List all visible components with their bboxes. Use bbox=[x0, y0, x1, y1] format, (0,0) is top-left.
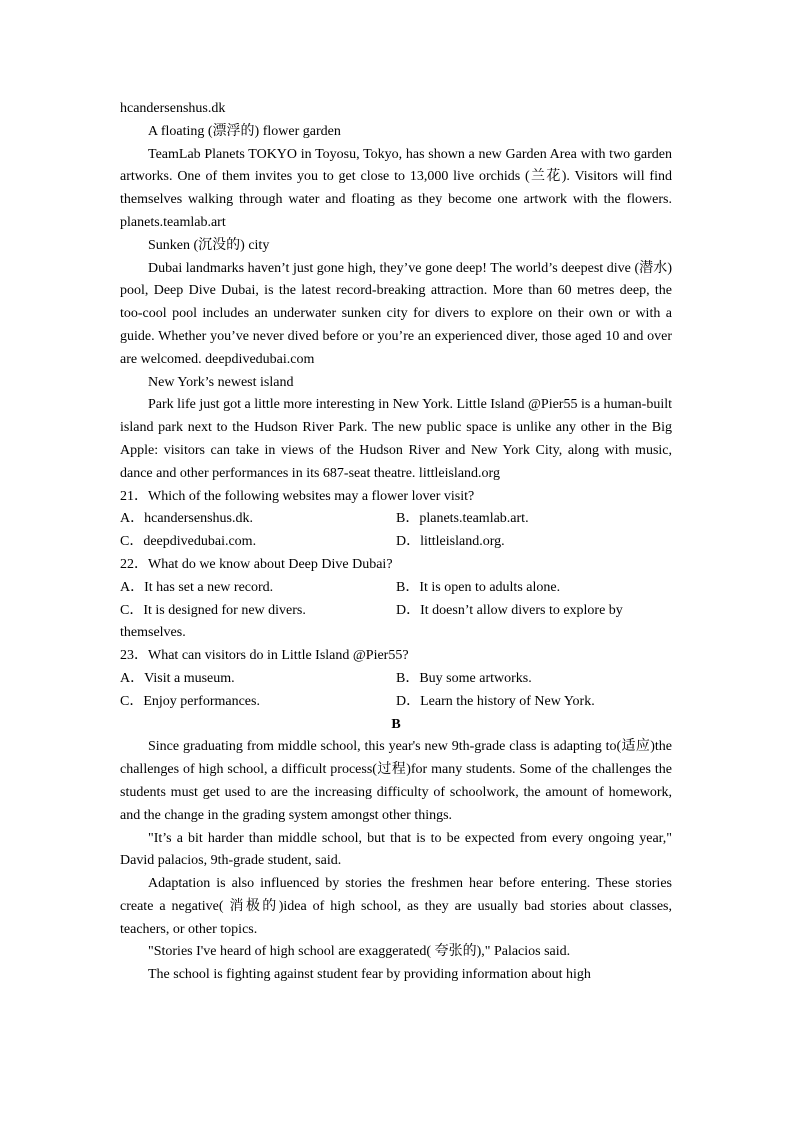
question-21-option-d: D．littleisland.org. bbox=[396, 534, 505, 550]
section-title-sunken-city: Sunken (沉没的) city bbox=[148, 237, 270, 253]
question-23-stem: 23．What can visitors do in Little Island @Pier55? bbox=[120, 648, 409, 664]
question-22-option-d: D．It doesn’t allow divers to explore by bbox=[396, 602, 623, 618]
question-22-options-row-2 bbox=[120, 600, 672, 623]
section-title-new-york-island: New York’s newest island bbox=[148, 374, 294, 390]
question-22-option-a: A．It has set a new record. bbox=[120, 579, 274, 595]
question-23-option-d: D．Learn the history of New York. bbox=[396, 693, 595, 709]
question-23-option-c: C．Enjoy performances. bbox=[120, 693, 260, 709]
section-title-floating-garden: A floating (漂浮的) flower garden bbox=[148, 123, 341, 139]
section-body-floating-garden: TeamLab Planets TOKYO in Toyosu, Tokyo, has shown a new Garden Area with two garden artworks. One of them invites you to get close to 13,000 live orchids (兰花). Visitors will find themselves walking through water and floating as they become one artwork with the flowers. planets.teamlab.art bbox=[120, 146, 672, 230]
question-23-option-a: A．Visit a museum. bbox=[120, 670, 235, 686]
question-23-options-row-2 bbox=[120, 691, 672, 714]
question-21-options-row-2 bbox=[120, 531, 672, 554]
question-23-option-b: B．Buy some artworks. bbox=[396, 670, 532, 686]
passage-b-paragraph-1: Since graduating from middle school, this year's new 9th-grade class is adapting to(适应)the challenges of high school, a difficult process(过程)for many students. Some of the challenges the students must get used to are the increasing difficulty of schoolwork, the amount of homework, and the change in the grading system amongst other things. bbox=[120, 739, 672, 823]
question-21-option-c: C．deepdivedubai.com. bbox=[120, 534, 257, 550]
section-body-new-york-island: Park life just got a little more interesting in New York. Little Island @Pier55 is a human-built island park next to the Hudson River Park. The new public space is unlike any other in the Big Apple: visitors can take in views of the Hudson River and New York City, along with music, dance and other performances in its 687-seat theatre. littleisland.org bbox=[120, 397, 672, 481]
question-23-options-row-1 bbox=[120, 668, 672, 691]
website-url: hcandersenshus.dk bbox=[120, 101, 226, 116]
passage-b-paragraph-2: "It’s a bit harder than middle school, but that is to be expected from every ongoing year," David palacios, 9th-grade student, said. bbox=[120, 830, 672, 869]
passage-b-paragraph-3: Adaptation is also influenced by stories the freshmen hear before entering. These stories create a negative( 消极的)idea of high school, as they are usually bad stories about classes, teachers, or other topics. bbox=[120, 876, 672, 937]
question-21-option-b: B．planets.teamlab.art. bbox=[396, 511, 529, 527]
question-22-option-b: B．It is open to adults alone. bbox=[396, 579, 561, 595]
question-21-stem: 21．Which of the following websites may a flower lover visit? bbox=[120, 488, 475, 504]
question-21-options-row-1 bbox=[120, 508, 672, 531]
question-22-option-c: C．It is designed for new divers. bbox=[120, 602, 306, 618]
question-21-option-a: A．hcandersenshus.dk. bbox=[120, 511, 253, 527]
question-22-options-row-1 bbox=[120, 577, 672, 600]
question-22-option-d-continued: themselves. bbox=[120, 625, 186, 641]
passage-b-paragraph-4: "Stories I've heard of high school are exaggerated( 夸张的)," Palacios said. bbox=[148, 944, 571, 960]
section-body-sunken-city: Dubai landmarks haven’t just gone high, they’ve gone deep! The world’s deepest dive (潜水) pool, Deep Dive Dubai, is the latest record-breaking attraction. More than 60 metres deep, the too-cool pool includes an underwater sunken city for divers to explore on their own or with a guide. Whether you’ve never dived before or you’re an experienced diver, those aged 10 and over are welcomed. deepdivedubai.com bbox=[120, 260, 672, 367]
passage-b-paragraph-5: The school is fighting against student fear by providing information about high bbox=[148, 967, 591, 983]
passage-b-heading: B bbox=[391, 716, 401, 732]
question-22-stem: 22．What do we know about Deep Dive Dubai? bbox=[120, 556, 393, 572]
page-content bbox=[120, 98, 672, 987]
